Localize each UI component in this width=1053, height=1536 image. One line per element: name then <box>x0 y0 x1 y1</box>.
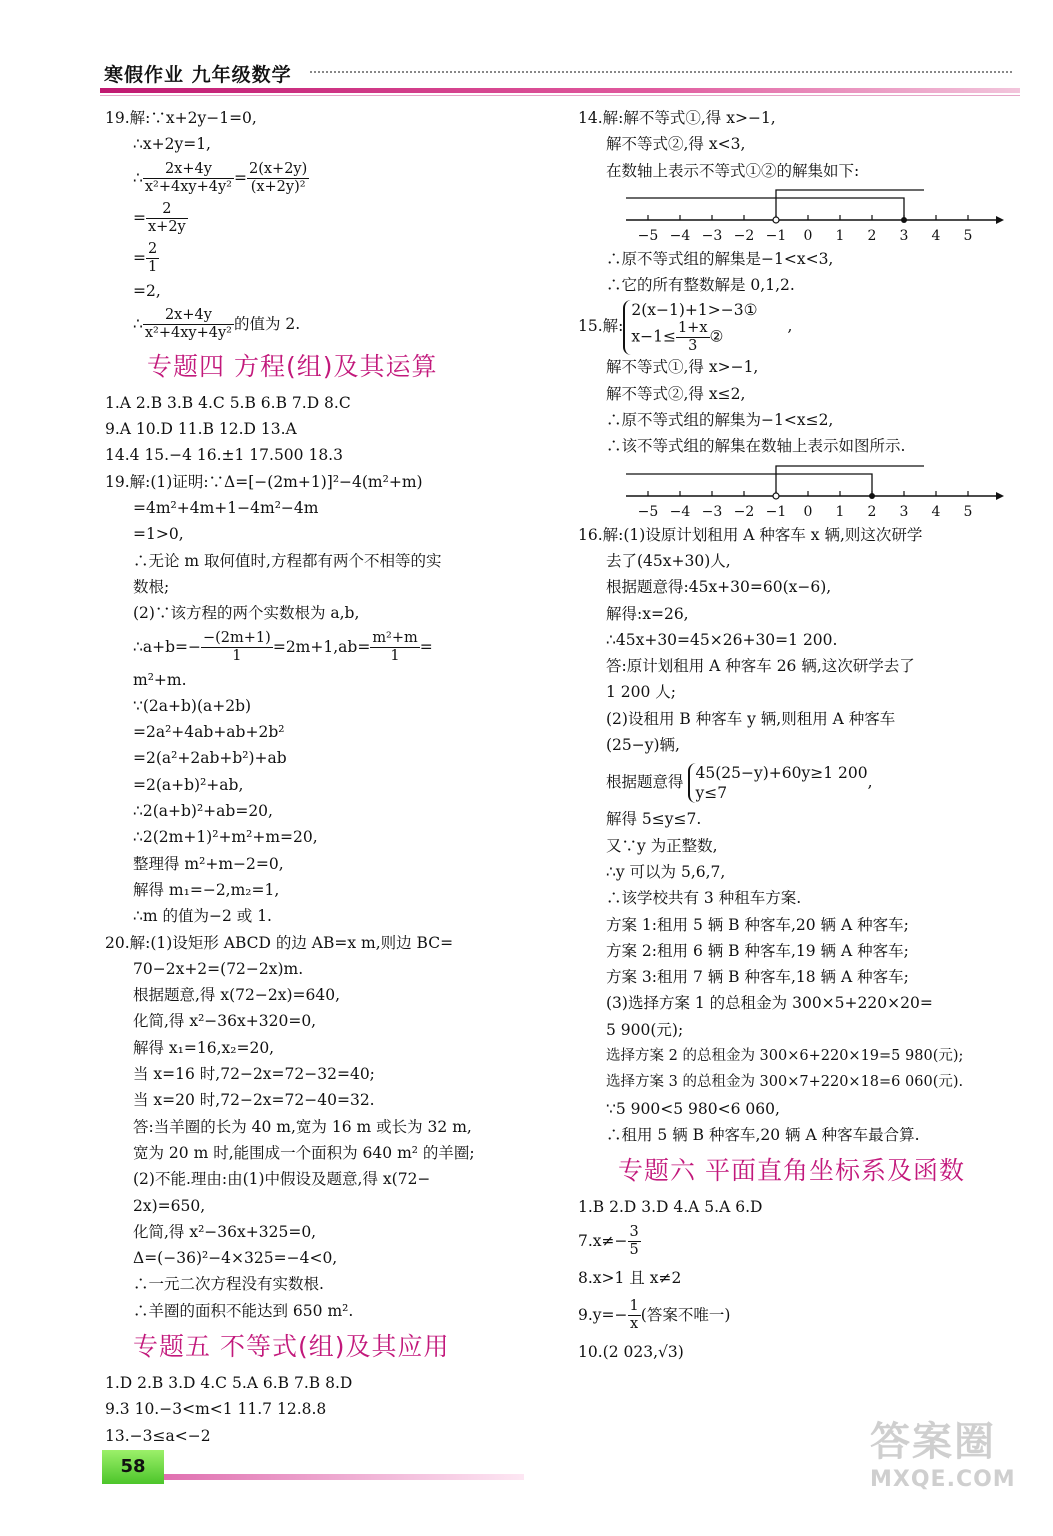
answer-line: 20.解:(1)设矩形 ABCD 的边 AB=x m,则边 BC= <box>105 933 454 952</box>
number-line-2-tick-label: −2 <box>733 503 755 520</box>
denominator: 1 <box>148 259 158 276</box>
fraction <box>628 1298 641 1333</box>
section-title-5: 专题五 不等式(组)及其应用 <box>133 1331 450 1361</box>
numerator: m²+m <box>372 630 418 647</box>
fraction-prefix: 7.x≠− <box>578 1231 628 1250</box>
answer-line: 1.A 2.B 3.B 4.C 5.B 6.B 7.D 8.C <box>105 393 351 412</box>
number-line-2-endpoint <box>869 493 875 499</box>
equals-sign: = <box>234 168 247 187</box>
answer-line: 8.x>1 且 x≠2 <box>578 1268 682 1287</box>
fraction-prefix: = <box>133 248 146 267</box>
number-line-2-lower-bound-ray <box>776 466 924 496</box>
answer-line: 解得 x₁=16,x₂=20, <box>133 1038 275 1057</box>
fraction <box>676 320 710 355</box>
system-line <box>578 758 1018 806</box>
number-line-2 <box>626 460 1006 522</box>
answer-line: 选择方案 2 的总租金为 300×6+220×19=5 980(元); <box>606 1048 964 1065</box>
denominator: (x+2y)² <box>250 179 306 196</box>
fraction-prefix: ∴ <box>133 314 143 333</box>
right-column <box>578 105 1018 1369</box>
number-line-1 <box>626 184 1006 246</box>
number-line-1-tick-label: −3 <box>701 227 723 244</box>
answer-line: 化简,得 x²−36x+325=0, <box>133 1222 317 1241</box>
answer-line: 当 x=20 时,72−2x=72−40=32. <box>133 1091 375 1110</box>
fraction <box>143 307 234 342</box>
answer-line: 整理得 m²+m−2=0, <box>133 854 284 873</box>
answer-line: ∴原不等式组的解集为−1<x≤2, <box>606 411 834 430</box>
fraction <box>146 241 159 276</box>
numerator: 1 <box>629 1298 639 1314</box>
answer-line: ∴2(a+b)²+ab=20, <box>133 802 273 821</box>
answer-line: 方案 2:租用 6 辆 B 种客车,19 辆 A 种客车; <box>606 941 909 960</box>
answer-line: (3)选择方案 1 的总租金为 300×5+220×20= <box>606 994 933 1013</box>
fraction-suffix: = <box>419 637 433 656</box>
answer-line: ∴45x+30=45×26+30=1 200. <box>606 630 838 649</box>
header-pink-bar <box>100 88 1020 93</box>
fraction-prefix: ∴a+b=− <box>133 637 201 656</box>
answer-line: =2a²+4ab+ab+2b² <box>133 723 285 742</box>
inequality-system <box>623 300 757 355</box>
numerator: 2 <box>148 241 158 258</box>
fraction <box>370 630 419 665</box>
answer-line: ∴该学校共有 3 种租车方案. <box>606 889 802 908</box>
answer-line: 5 900(元); <box>606 1020 684 1039</box>
number-line-2-tick-label: −3 <box>701 503 723 520</box>
numerator: 2(x+2y) <box>249 161 308 178</box>
system-suffix: , <box>787 317 793 336</box>
inequality-system <box>688 763 868 803</box>
fraction <box>201 630 273 665</box>
answer-line: ∴x+2y=1, <box>133 135 211 154</box>
system-prefix: 15.解: <box>578 317 624 336</box>
number-line-2-tick-label: 5 <box>963 503 973 520</box>
system-row-2 <box>631 320 757 355</box>
numerator: −(2m+1) <box>203 630 271 647</box>
answer-line: 13.−3≤a<−2 <box>105 1426 211 1445</box>
answer-line: ∵5 900<5 980<6 060, <box>606 1099 780 1118</box>
number-line-2-open-point <box>773 493 779 499</box>
answer-line: 当 x=16 时,72−2x=72−32=40; <box>133 1065 375 1084</box>
system-row-1: 45(25−y)+60y≥1 200 <box>695 764 868 783</box>
answer-line: 19.解:∵x+2y−1=0, <box>105 109 257 127</box>
answer-line: ∵(2a+b)(a+2b) <box>133 696 252 715</box>
section-title-4: 专题四 方程(组)及其运算 <box>147 351 438 381</box>
number-line-2-tick-label: 2 <box>867 503 877 520</box>
number-line-1-upper-bound-ray <box>626 198 904 220</box>
numerator: 3 <box>629 1224 639 1240</box>
answer-line: Δ=(−36)²−4×325=−4<0, <box>133 1249 338 1268</box>
numerator: 2x+4y <box>143 307 234 325</box>
answer-line: ∴它的所有整数解是 0,1,2. <box>606 276 795 295</box>
fraction-line <box>105 304 545 344</box>
number-line-1-tick-label: 4 <box>931 227 941 244</box>
answer-line: 10.(2 023,√3) <box>578 1342 684 1361</box>
answer-line: 解得 m₁=−2,m₂=1, <box>133 880 280 899</box>
answer-line: 解得 5≤y≤7. <box>606 810 702 829</box>
denominator: 3 <box>688 337 698 354</box>
number-line-1-arrow <box>996 216 1004 224</box>
answer-line: ∴租用 5 辆 B 种客车,20 辆 A 种客车最合算. <box>606 1125 920 1144</box>
numerator: 1+x <box>677 319 708 336</box>
watermark-main: 答案圈 <box>870 1419 996 1465</box>
fraction <box>628 1224 641 1259</box>
number-line-1-endpoint <box>901 217 907 223</box>
answer-line: (2)不能.理由:由(1)中假设及题意,得 x(72− <box>133 1170 431 1189</box>
fraction-line <box>578 1295 1018 1335</box>
system-row-2-end: ② <box>709 327 724 346</box>
answer-line: 9.A 10.D 11.B 12.D 13.A <box>105 420 297 439</box>
number-line-1-tick-label: 0 <box>803 227 813 244</box>
answer-line: (2)设租用 B 种客车 y 辆,则租用 A 种客车 <box>606 709 896 728</box>
numerator: 2x+4y <box>143 161 234 179</box>
answer-line: 化简,得 x²−36x+320=0, <box>133 1012 317 1031</box>
answer-line: 根据题意得:45x+30=60(x−6), <box>606 578 832 597</box>
header-title: 寒假作业 九年级数学 <box>104 64 292 86</box>
fraction-prefix: 9.y=− <box>578 1305 628 1324</box>
answer-line: ∴无论 m 取何值时,方程都有两个不相等的实 <box>133 551 442 570</box>
denominator: 1 <box>232 648 242 665</box>
answer-line: 解不等式①,得 x>−1, <box>606 358 759 377</box>
answer-line: =2(a²+2ab+b²)+ab <box>133 749 287 768</box>
denominator: x+2y <box>148 219 186 236</box>
system-suffix: , <box>867 773 873 792</box>
answer-line: 方案 1:租用 5 辆 B 种客车,20 辆 A 种客车; <box>606 915 909 934</box>
number-line-2-arrow <box>996 492 1004 500</box>
answer-line: 方案 3:租用 7 辆 B 种客车,18 辆 A 种客车; <box>606 968 909 987</box>
number-line-2-tick-label: −1 <box>765 503 787 520</box>
fraction <box>247 161 309 196</box>
number-line-svg <box>626 460 1006 522</box>
number-line-1-tick-label: 5 <box>963 227 973 244</box>
number-line-1-tick-label: 3 <box>899 227 909 244</box>
system-line <box>578 298 1018 354</box>
system-row-1: 2(x−1)+1>−3① <box>631 300 758 319</box>
answer-line: (25−y)辆, <box>606 736 680 755</box>
number-line-1-tick-label: −4 <box>669 227 691 244</box>
number-line-1-tick-label: 2 <box>867 227 877 244</box>
numerator: 2 <box>146 201 188 219</box>
number-line-2-tick-label: 1 <box>835 503 845 520</box>
answer-line: ∴y 可以为 5,6,7, <box>606 862 726 881</box>
answer-line: m²+m. <box>133 670 187 689</box>
answer-line: 根据题意,得 x(72−2x)=640, <box>133 986 341 1005</box>
number-line-svg <box>626 184 1006 246</box>
fraction-middle: =2m+1,ab= <box>272 637 371 656</box>
answer-line: 9.3 10.−3<m<1 11.7 12.8.8 <box>105 1400 327 1419</box>
answer-line: 答:原计划租用 A 种客车 26 辆,这次研学去了 <box>606 657 915 676</box>
answer-line: 解得:x=26, <box>606 604 689 623</box>
fraction <box>143 161 234 196</box>
number-line-2-tick-label: 0 <box>803 503 813 520</box>
denominator: 5 <box>629 1242 639 1258</box>
fraction-line <box>105 198 545 238</box>
page-number: 58 <box>102 1450 164 1484</box>
number-line-2-tick-label: 3 <box>899 503 909 520</box>
number-line-1-open-point <box>773 217 779 223</box>
system-row-2-start: x−1≤ <box>631 327 676 346</box>
answer-line: 16.解:(1)设原计划租用 A 种客车 x 辆,则这次研学 <box>578 525 923 544</box>
answer-line: =2(a+b)²+ab, <box>133 775 244 794</box>
page-header <box>100 60 1020 100</box>
answer-line: ∴2(2m+1)²+m²+m=20, <box>133 828 318 847</box>
fraction-line <box>578 1221 1018 1261</box>
answer-line: 14.4 15.−4 16.±1 17.500 18.3 <box>105 446 343 465</box>
system-prefix: 根据题意得 <box>606 773 684 792</box>
number-line-1-tick-label: 1 <box>835 227 845 244</box>
answer-line: 1 200 人; <box>606 683 677 702</box>
fraction <box>146 201 188 236</box>
answer-line: 2x)=650, <box>133 1196 206 1215</box>
number-line-2-tick-label: −4 <box>669 503 691 520</box>
answer-line: ∴一元二次方程没有实数根. <box>133 1275 324 1294</box>
number-line-1-lower-bound-ray <box>776 190 924 220</box>
answer-line: 解不等式②,得 x≤2, <box>606 384 746 403</box>
denominator: x²+4xy+4y² <box>144 179 232 196</box>
number-line-2-upper-bound-ray <box>626 474 872 496</box>
answer-line: 在数轴上表示不等式①②的解集如下: <box>606 161 860 180</box>
answer-line: 解不等式②,得 x<3, <box>606 135 746 154</box>
number-line-2-tick-label: 4 <box>931 503 941 520</box>
answer-line: 1.B 2.D 3.D 4.A 5.A 6.D <box>578 1198 763 1217</box>
fraction-prefix: = <box>133 208 146 227</box>
fraction-suffix: 的值为 2. <box>234 314 301 333</box>
answer-line: =4m²+4m+1−4m²−4m <box>133 499 319 518</box>
answer-line: 数根; <box>133 577 170 596</box>
answer-line: (2)∵该方程的两个实数根为 a,b, <box>133 604 360 623</box>
left-column <box>105 105 545 1449</box>
answer-line: 70−2x+2=(72−2x)m. <box>133 959 304 978</box>
header-thin-rule <box>100 95 1020 96</box>
answer-line: 又∵y 为正整数, <box>606 836 718 855</box>
answer-line: =1>0, <box>133 525 184 544</box>
answer-line: =2, <box>133 281 161 300</box>
answer-line: ∴羊圈的面积不能达到 650 m². <box>133 1301 354 1320</box>
number-line-2-tick-label: −5 <box>637 503 659 520</box>
number-line-1-tick-label: −1 <box>765 227 787 244</box>
answer-line: 去了(45x+30)人, <box>606 551 731 570</box>
fraction-prefix: ∴ <box>133 168 143 187</box>
fraction-line <box>105 627 545 667</box>
header-dotted-rule <box>310 71 1012 73</box>
number-line-1-tick-label: −2 <box>733 227 755 244</box>
answer-line: ∴m 的值为−2 或 1. <box>133 907 272 926</box>
section-title-6: 专题六 平面直角坐标系及函数 <box>618 1156 965 1186</box>
denominator: 1 <box>390 648 400 665</box>
number-line-1-tick-label: −5 <box>637 227 659 244</box>
answer-line: ∴原不等式组的解集是−1<x<3, <box>606 249 834 268</box>
watermark <box>870 1410 1020 1520</box>
fraction-suffix: (答案不唯一) <box>640 1305 731 1324</box>
answer-line: 选择方案 3 的总租金为 300×7+220×18=6 060(元). <box>606 1074 964 1091</box>
answer-line: 19.解:(1)证明:∵Δ=[−(2m+1)]²−4(m²+m) <box>105 472 423 491</box>
answer-line: 答:当羊圈的长为 40 m,宽为 16 m 或长为 32 m, <box>133 1117 472 1136</box>
denominator: x²+4xy+4y² <box>144 325 232 342</box>
system-row-2: y≤7 <box>695 784 728 803</box>
watermark-sub: MXQE.COM <box>870 1467 1016 1492</box>
answer-line: ∴该不等式组的解集在数轴上表示如图所示. <box>606 437 906 456</box>
fraction-line <box>105 158 545 198</box>
denominator: x <box>630 1316 639 1332</box>
answer-line: 1.D 2.B 3.D 4.C 5.A 6.B 7.B 8.D <box>105 1373 353 1392</box>
answer-line: 14.解:解不等式①,得 x>−1, <box>578 109 776 127</box>
answer-line: 宽为 20 m 时,能围成一个面积为 640 m² 的羊圈; <box>133 1143 475 1162</box>
fraction-line <box>105 238 545 278</box>
footer-pink-bar <box>164 1474 524 1480</box>
